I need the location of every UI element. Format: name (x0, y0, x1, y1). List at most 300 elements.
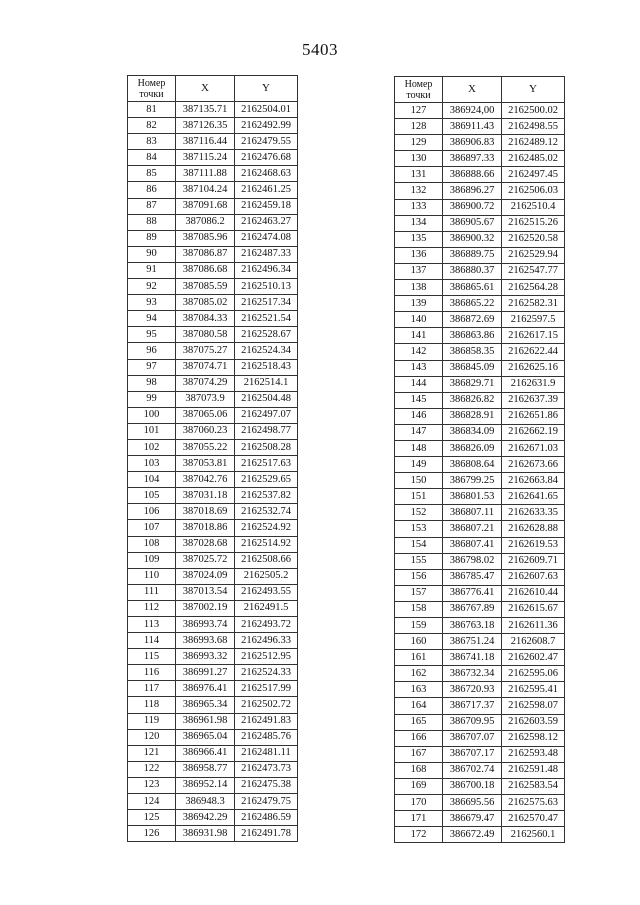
y-coordinate-cell: 2162582.31 (502, 296, 565, 312)
y-coordinate-cell: 2162593.48 (502, 746, 565, 762)
table-row (128, 697, 298, 713)
x-coordinate-cell: 386751.24 (443, 634, 502, 650)
y-coordinate-cell: 2162508.28 (235, 439, 298, 455)
x-coordinate-cell: 386993.74 (176, 617, 235, 633)
point-number-cell: 111 (128, 584, 176, 600)
table-row (395, 650, 565, 666)
point-number-cell: 88 (128, 214, 176, 230)
table-row (395, 457, 565, 473)
x-coordinate-cell: 386709.95 (443, 714, 502, 730)
point-number-cell: 156 (395, 569, 443, 585)
table-row (395, 312, 565, 328)
table-row (128, 246, 298, 262)
y-coordinate-cell: 2162515.26 (502, 215, 565, 231)
table-row (128, 826, 298, 842)
table-row (395, 344, 565, 360)
table-row (128, 262, 298, 278)
table-row (395, 521, 565, 537)
y-coordinate-cell: 2162662.19 (502, 424, 565, 440)
y-coordinate-cell: 2162502.72 (235, 697, 298, 713)
table-row (128, 810, 298, 826)
y-coordinate-cell: 2162524.92 (235, 520, 298, 536)
table-row (395, 183, 565, 199)
y-coordinate-cell: 2162476.68 (235, 150, 298, 166)
point-number-cell: 91 (128, 262, 176, 278)
y-coordinate-cell: 2162633.35 (502, 505, 565, 521)
point-number-cell: 135 (395, 231, 443, 247)
x-coordinate-cell: 387085.96 (176, 230, 235, 246)
point-number-cell: 124 (128, 794, 176, 810)
right-table-body (395, 103, 565, 843)
x-coordinate-cell: 386672.49 (443, 827, 502, 843)
point-number-cell: 101 (128, 423, 176, 439)
point-number-cell: 102 (128, 439, 176, 455)
y-coordinate-cell: 2162575.63 (502, 795, 565, 811)
left-table-body (128, 102, 298, 842)
table-row (128, 279, 298, 295)
y-coordinate-cell: 2162628.88 (502, 521, 565, 537)
point-number-cell: 89 (128, 230, 176, 246)
x-coordinate-cell: 387053.81 (176, 456, 235, 472)
y-coordinate-cell: 2162485.02 (502, 151, 565, 167)
x-coordinate-cell: 386808.64 (443, 457, 502, 473)
table-row (128, 504, 298, 520)
point-number-cell: 160 (395, 634, 443, 650)
x-coordinate-cell: 387116.44 (176, 134, 235, 150)
point-number-cell: 138 (395, 280, 443, 296)
y-coordinate-cell: 2162510.13 (235, 279, 298, 295)
table-row (128, 375, 298, 391)
point-number-cell: 146 (395, 408, 443, 424)
table-row (395, 569, 565, 585)
point-number-cell: 141 (395, 328, 443, 344)
table-row (395, 811, 565, 827)
table-row (128, 150, 298, 166)
table-row (128, 102, 298, 118)
y-coordinate-cell: 2162514.1 (235, 375, 298, 391)
table-row (395, 263, 565, 279)
point-number-cell: 143 (395, 360, 443, 376)
point-number-cell: 131 (395, 167, 443, 183)
y-coordinate-cell: 2162491.78 (235, 826, 298, 842)
table-row (395, 634, 565, 650)
x-coordinate-cell: 386880.37 (443, 263, 502, 279)
x-coordinate-cell: 386948.3 (176, 794, 235, 810)
x-coordinate-cell: 386717.37 (443, 698, 502, 714)
point-number-cell: 150 (395, 473, 443, 489)
point-number-cell: 168 (395, 762, 443, 778)
table-row (128, 198, 298, 214)
table-row (395, 135, 565, 151)
y-coordinate-cell: 2162493.55 (235, 584, 298, 600)
y-coordinate-cell: 2162598.07 (502, 698, 565, 714)
y-coordinate-cell: 2162671.03 (502, 440, 565, 456)
point-number-cell: 154 (395, 537, 443, 553)
x-coordinate-cell: 387085.59 (176, 279, 235, 295)
y-coordinate-cell: 2162489.12 (502, 135, 565, 151)
y-coordinate-cell: 2162497.07 (235, 407, 298, 423)
y-coordinate-cell: 2162547.77 (502, 263, 565, 279)
x-coordinate-cell: 386888.66 (443, 167, 502, 183)
table-row (395, 103, 565, 119)
x-coordinate-cell: 386798.02 (443, 553, 502, 569)
y-coordinate-cell: 2162615.67 (502, 601, 565, 617)
table-header-row (128, 76, 298, 102)
table-row (395, 827, 565, 843)
x-coordinate-cell: 386993.68 (176, 633, 235, 649)
y-coordinate-cell: 2162641.65 (502, 489, 565, 505)
x-coordinate-cell: 387086.68 (176, 262, 235, 278)
table-row (128, 311, 298, 327)
x-coordinate-cell: 386958.77 (176, 761, 235, 777)
point-number-cell: 147 (395, 424, 443, 440)
point-number-cell: 92 (128, 279, 176, 295)
y-coordinate-cell: 2162518.43 (235, 359, 298, 375)
table-row (395, 762, 565, 778)
point-number-cell: 86 (128, 182, 176, 198)
x-header: X (176, 76, 235, 102)
x-coordinate-cell: 386865.22 (443, 296, 502, 312)
y-coordinate-cell: 2162479.55 (235, 134, 298, 150)
table-row (128, 794, 298, 810)
x-coordinate-cell: 386799.25 (443, 473, 502, 489)
y-coordinate-cell: 2162610.44 (502, 585, 565, 601)
point-number-cell: 120 (128, 729, 176, 745)
point-number-cell: 140 (395, 312, 443, 328)
x-coordinate-cell: 386763.18 (443, 618, 502, 634)
y-coordinate-cell: 2162493.72 (235, 617, 298, 633)
x-coordinate-cell: 386993.32 (176, 649, 235, 665)
x-header: X (443, 77, 502, 103)
table-row (395, 473, 565, 489)
table-row (395, 666, 565, 682)
point-number-cell: 106 (128, 504, 176, 520)
y-coordinate-cell: 2162622.44 (502, 344, 565, 360)
table-row (395, 119, 565, 135)
point-number-cell: 153 (395, 521, 443, 537)
y-coordinate-cell: 2162602.47 (502, 650, 565, 666)
point-number-cell: 165 (395, 714, 443, 730)
y-coordinate-cell: 2162583.54 (502, 778, 565, 794)
y-coordinate-cell: 2162468.63 (235, 166, 298, 182)
x-coordinate-cell: 386702.74 (443, 762, 502, 778)
y-coordinate-cell: 2162479.75 (235, 794, 298, 810)
y-coordinate-cell: 2162637.39 (502, 392, 565, 408)
point-number-cell: 132 (395, 183, 443, 199)
x-coordinate-cell: 387104.24 (176, 182, 235, 198)
x-coordinate-cell: 387073.9 (176, 391, 235, 407)
x-coordinate-cell: 387111.88 (176, 166, 235, 182)
point-number-cell: 171 (395, 811, 443, 827)
point-number-cell: 94 (128, 311, 176, 327)
x-coordinate-cell: 386896.27 (443, 183, 502, 199)
page-number: 5403 (302, 40, 338, 59)
table-row (395, 360, 565, 376)
table-row (128, 777, 298, 793)
x-coordinate-cell: 387074.29 (176, 375, 235, 391)
table-row (128, 327, 298, 343)
table-row (395, 746, 565, 762)
y-coordinate-cell: 2162504.48 (235, 391, 298, 407)
y-coordinate-cell: 2162591.48 (502, 762, 565, 778)
point-number-cell: 104 (128, 472, 176, 488)
table-row (128, 713, 298, 729)
point-number-cell: 139 (395, 296, 443, 312)
x-coordinate-cell: 386807.41 (443, 537, 502, 553)
y-header: Y (502, 77, 565, 103)
point-number-cell: 172 (395, 827, 443, 843)
coordinates-table-left (127, 75, 298, 842)
y-coordinate-cell: 2162463.27 (235, 214, 298, 230)
x-coordinate-cell: 386966.41 (176, 745, 235, 761)
table-row (128, 649, 298, 665)
x-coordinate-cell: 387085.02 (176, 295, 235, 311)
point-number-cell: 136 (395, 247, 443, 263)
x-coordinate-cell: 386776.41 (443, 585, 502, 601)
point-number-cell: 134 (395, 215, 443, 231)
table-row (395, 392, 565, 408)
x-coordinate-cell: 386952.14 (176, 777, 235, 793)
table-row (128, 456, 298, 472)
x-coordinate-cell: 387013.54 (176, 584, 235, 600)
x-coordinate-cell: 386826.82 (443, 392, 502, 408)
y-coordinate-cell: 2162512.95 (235, 649, 298, 665)
point-number-cell: 93 (128, 295, 176, 311)
x-coordinate-cell: 387025.72 (176, 552, 235, 568)
x-coordinate-cell: 386834.09 (443, 424, 502, 440)
x-coordinate-cell: 386679.47 (443, 811, 502, 827)
table-row (128, 729, 298, 745)
y-coordinate-cell: 2162517.63 (235, 456, 298, 472)
y-coordinate-cell: 2162505.2 (235, 568, 298, 584)
table-row (128, 439, 298, 455)
x-coordinate-cell: 387080.58 (176, 327, 235, 343)
y-coordinate-cell: 2162609.71 (502, 553, 565, 569)
point-number-cell: 84 (128, 150, 176, 166)
point-number-cell: 161 (395, 650, 443, 666)
point-number-header-line2: точки (139, 88, 164, 100)
table-row (128, 423, 298, 439)
y-coordinate-cell: 2162524.34 (235, 343, 298, 359)
point-number-cell: 145 (395, 392, 443, 408)
y-coordinate-cell: 2162524.33 (235, 665, 298, 681)
x-coordinate-cell: 386707.07 (443, 730, 502, 746)
x-coordinate-cell: 386785.47 (443, 569, 502, 585)
y-coordinate-cell: 2162595.06 (502, 666, 565, 682)
y-coordinate-cell: 2162520.58 (502, 231, 565, 247)
table-row (128, 681, 298, 697)
x-coordinate-cell: 386865.61 (443, 280, 502, 296)
y-coordinate-cell: 2162603.59 (502, 714, 565, 730)
table-row (128, 391, 298, 407)
table-row (128, 134, 298, 150)
x-coordinate-cell: 387018.86 (176, 520, 235, 536)
y-coordinate-cell: 2162521.54 (235, 311, 298, 327)
table-row (128, 343, 298, 359)
point-number-cell: 83 (128, 134, 176, 150)
y-coordinate-cell: 2162564.28 (502, 280, 565, 296)
x-coordinate-cell: 387086.87 (176, 246, 235, 262)
point-number-cell: 169 (395, 778, 443, 794)
x-coordinate-cell: 386720.93 (443, 682, 502, 698)
table-row (395, 247, 565, 263)
coordinates-table-right (394, 76, 565, 843)
x-coordinate-cell: 386942.29 (176, 810, 235, 826)
y-coordinate-cell: 2162663.84 (502, 473, 565, 489)
table-row (128, 166, 298, 182)
x-coordinate-cell: 386965.04 (176, 729, 235, 745)
table-row (128, 295, 298, 311)
point-number-cell: 118 (128, 697, 176, 713)
point-number-cell: 95 (128, 327, 176, 343)
x-coordinate-cell: 386906.83 (443, 135, 502, 151)
point-number-cell: 155 (395, 553, 443, 569)
x-coordinate-cell: 387135.71 (176, 102, 235, 118)
point-number-cell: 105 (128, 488, 176, 504)
table-row (395, 199, 565, 215)
point-number-cell: 122 (128, 761, 176, 777)
table-row (395, 505, 565, 521)
y-coordinate-cell: 2162504.01 (235, 102, 298, 118)
x-coordinate-cell: 387086.2 (176, 214, 235, 230)
x-coordinate-cell: 387075.27 (176, 343, 235, 359)
table-row (395, 553, 565, 569)
point-number-cell: 142 (395, 344, 443, 360)
table-row (128, 761, 298, 777)
point-number-cell: 85 (128, 166, 176, 182)
x-coordinate-cell: 386965.34 (176, 697, 235, 713)
table-row (395, 424, 565, 440)
x-coordinate-cell: 387031.18 (176, 488, 235, 504)
y-coordinate-cell: 2162514.92 (235, 536, 298, 552)
point-number-cell: 117 (128, 681, 176, 697)
x-coordinate-cell: 387028.68 (176, 536, 235, 552)
table-row (128, 488, 298, 504)
x-coordinate-cell: 386931.98 (176, 826, 235, 842)
x-coordinate-cell: 386829.71 (443, 376, 502, 392)
point-number-cell: 163 (395, 682, 443, 698)
y-coordinate-cell: 2162487.33 (235, 246, 298, 262)
table-row (128, 568, 298, 584)
point-number-cell: 130 (395, 151, 443, 167)
table-row (128, 552, 298, 568)
table-row (128, 359, 298, 375)
point-number-cell: 100 (128, 407, 176, 423)
y-coordinate-cell: 2162475.38 (235, 777, 298, 793)
table-row (395, 489, 565, 505)
point-number-cell: 126 (128, 826, 176, 842)
x-coordinate-cell: 386707.17 (443, 746, 502, 762)
y-coordinate-cell: 2162619.53 (502, 537, 565, 553)
y-coordinate-cell: 2162497.45 (502, 167, 565, 183)
table-row (128, 472, 298, 488)
table-row (395, 682, 565, 698)
y-coordinate-cell: 2162459.18 (235, 198, 298, 214)
point-number-cell: 151 (395, 489, 443, 505)
point-number-cell: 110 (128, 568, 176, 584)
table-row (395, 601, 565, 617)
y-coordinate-cell: 2162473.73 (235, 761, 298, 777)
point-number-cell: 81 (128, 102, 176, 118)
point-number-cell: 167 (395, 746, 443, 762)
x-coordinate-cell: 386863.86 (443, 328, 502, 344)
point-number-cell: 129 (395, 135, 443, 151)
x-coordinate-cell: 387060.23 (176, 423, 235, 439)
y-coordinate-cell: 2162673.66 (502, 457, 565, 473)
point-number-cell: 109 (128, 552, 176, 568)
y-coordinate-cell: 2162481.11 (235, 745, 298, 761)
table-row (128, 617, 298, 633)
y-coordinate-cell: 2162496.34 (235, 262, 298, 278)
x-coordinate-cell: 387055.22 (176, 439, 235, 455)
point-number-cell: 103 (128, 456, 176, 472)
table-row (128, 214, 298, 230)
point-number-cell: 115 (128, 649, 176, 665)
y-coordinate-cell: 2162517.34 (235, 295, 298, 311)
point-number-cell: 149 (395, 457, 443, 473)
point-number-cell: 123 (128, 777, 176, 793)
table-row (128, 182, 298, 198)
x-coordinate-cell: 386905.67 (443, 215, 502, 231)
table-row (395, 167, 565, 183)
point-number-cell: 113 (128, 617, 176, 633)
x-coordinate-cell: 387042.76 (176, 472, 235, 488)
x-coordinate-cell: 387065.06 (176, 407, 235, 423)
y-coordinate-cell: 2162597.5 (502, 312, 565, 328)
point-number-header-line1: Номер (404, 78, 433, 90)
y-coordinate-cell: 2162617.15 (502, 328, 565, 344)
x-coordinate-cell: 386976.41 (176, 681, 235, 697)
y-coordinate-cell: 2162631.9 (502, 376, 565, 392)
x-coordinate-cell: 386961.98 (176, 713, 235, 729)
y-coordinate-cell: 2162529.94 (502, 247, 565, 263)
y-coordinate-cell: 2162485.76 (235, 729, 298, 745)
table-row (128, 745, 298, 761)
table-row (395, 231, 565, 247)
y-coordinate-cell: 2162496.33 (235, 633, 298, 649)
table-row (128, 536, 298, 552)
table-row (395, 296, 565, 312)
x-coordinate-cell: 387084.33 (176, 311, 235, 327)
point-number-cell: 90 (128, 246, 176, 262)
y-coordinate-cell: 2162510.4 (502, 199, 565, 215)
table-row (395, 151, 565, 167)
table-row (395, 730, 565, 746)
y-coordinate-cell: 2162595.41 (502, 682, 565, 698)
y-coordinate-cell: 2162651.86 (502, 408, 565, 424)
table-header-row (395, 77, 565, 103)
point-number-cell: 96 (128, 343, 176, 359)
x-coordinate-cell: 387115.24 (176, 150, 235, 166)
x-coordinate-cell: 387126.35 (176, 118, 235, 134)
x-coordinate-cell: 386741.18 (443, 650, 502, 666)
x-coordinate-cell: 387074.71 (176, 359, 235, 375)
y-coordinate-cell: 2162486.59 (235, 810, 298, 826)
x-coordinate-cell: 386900.32 (443, 231, 502, 247)
y-coordinate-cell: 2162570.47 (502, 811, 565, 827)
point-number-cell: 164 (395, 698, 443, 714)
table-row (395, 585, 565, 601)
x-coordinate-cell: 386845.09 (443, 360, 502, 376)
point-number-cell: 133 (395, 199, 443, 215)
y-coordinate-cell: 2162529.65 (235, 472, 298, 488)
table-row (395, 280, 565, 296)
table-row (128, 600, 298, 616)
table-row (395, 795, 565, 811)
table-row (128, 584, 298, 600)
x-coordinate-cell: 386828.91 (443, 408, 502, 424)
point-number-cell: 98 (128, 375, 176, 391)
